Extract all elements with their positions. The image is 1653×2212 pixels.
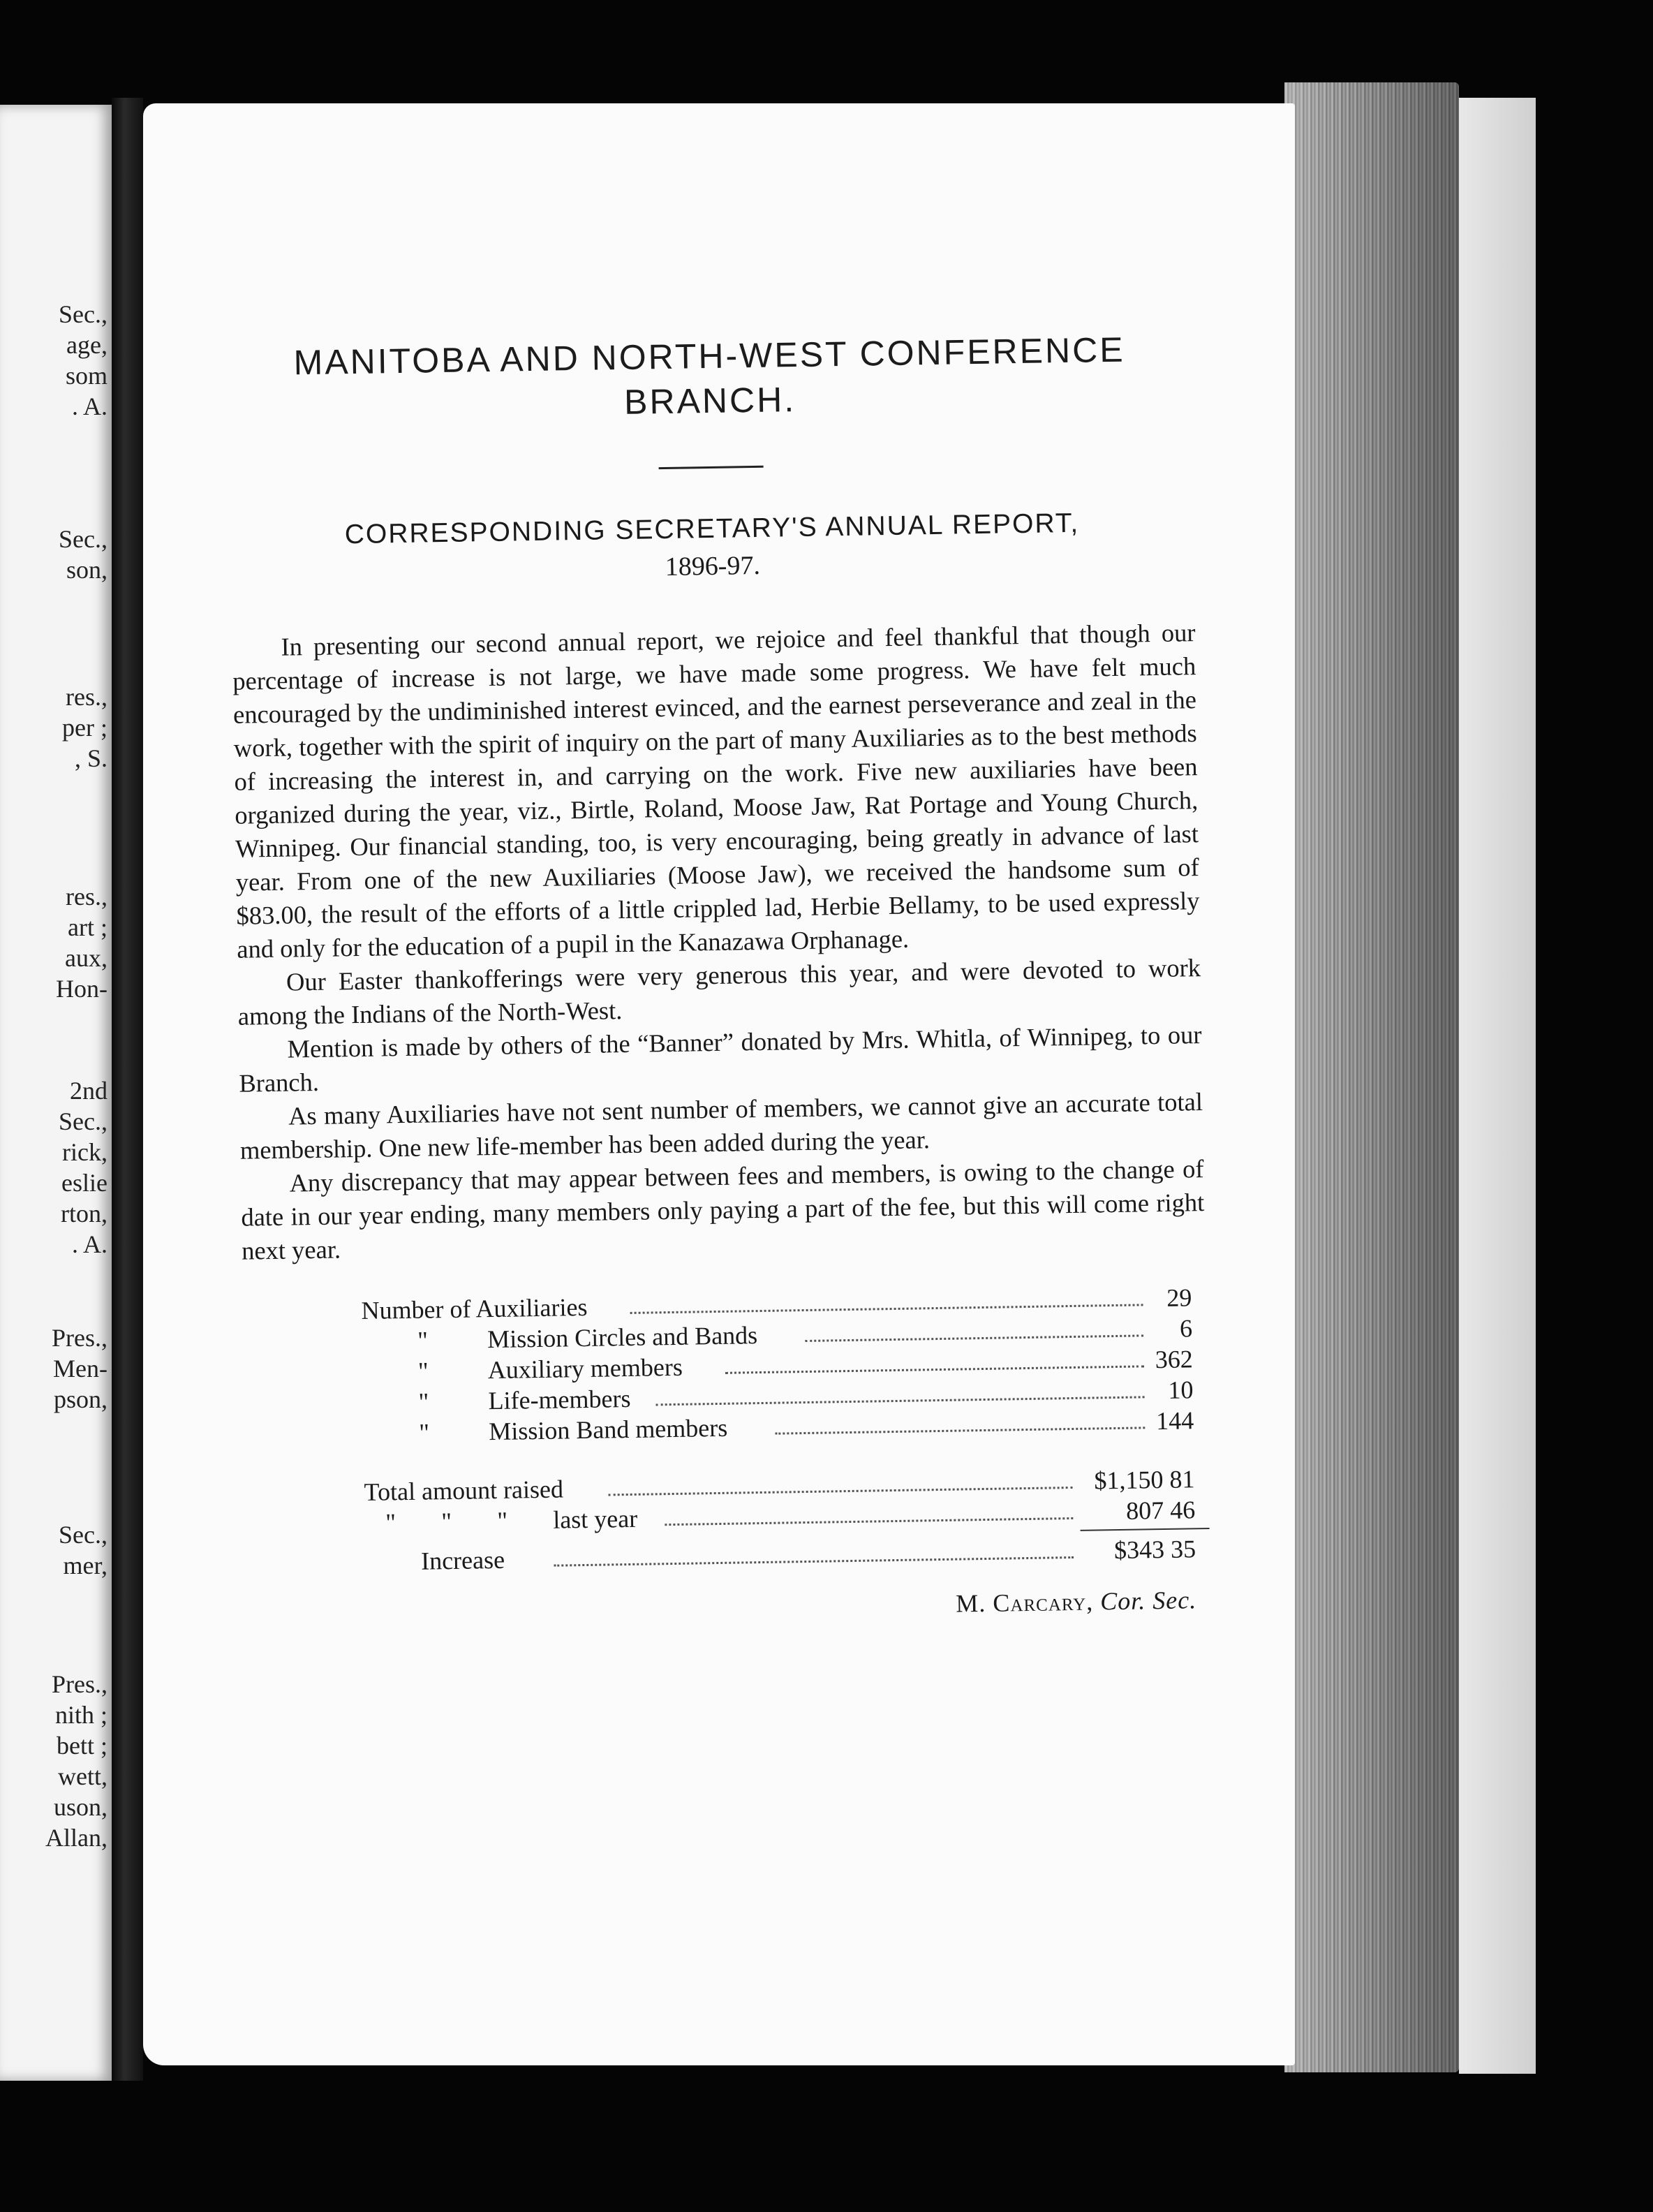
increase-value: $343 35 [1113,1535,1196,1565]
left-fragment: Sec., [59,300,108,328]
stats-label: Life-members [488,1384,631,1415]
title-line-1: MANITOBA AND NORTH-WEST CONFERENCE [293,330,1125,383]
left-fragment: eslie [61,1169,108,1197]
stats-value: 29 [1166,1283,1192,1312]
leader-dots [609,1487,1073,1496]
book-gutter [112,98,143,2081]
paragraph: Mention is made by others of the “Banner” donated by Mrs. Whitla, of Winnipeg, to our Branch. [239,1020,1202,1098]
paragraph: Any discrepancy that may appear between fees and members, is owing to the change of date in our year ending, many members only paying a part of the fee, but this will come right next year. [241,1154,1205,1265]
total-label: Total amount raised [364,1475,564,1506]
stats-label: Auxiliary members [487,1352,683,1385]
left-fragment: . A. [71,1230,108,1258]
report-years: 1896-97. [665,550,761,582]
left-fragment: , S. [74,744,108,772]
total-value: $1,150 81 [1094,1465,1195,1495]
ditto-mark: " [418,1387,429,1416]
left-fragment: pson, [53,1385,108,1413]
paragraph: In presenting our second annual report, we rejoice and feel thankful that though our percentage of increase is not large, we have made some progress. We have felt much encouraged by the undiminished interest evinced, and the earnest perseverance and zeal in the work, together with the spirit of inquiry on the part of many Auxiliaries as to the best methods of increasing the interest in, and carrying on the work. Five new auxiliaries have been organized during the year, viz., Birtle, Roland, Moose Jaw, Rat Portage and Young Church, Winnipeg. Our financial standing, too, is very encouraging, being greatly in advance of last year. From one of the new Auxiliaries (Moose Jaw), we received the handsome sum of $83.00, the result of the efforts of a little crippled lad, Herbie Bellamy, to be used expressly and only for the education of a pupil in the Kanazawa Orphanage. [232,618,1200,964]
left-fragment: rick, [62,1138,108,1166]
leader-dots [775,1426,1145,1434]
increase-label: Increase [420,1545,505,1575]
report-body [232,616,1205,1268]
leader-dots [725,1365,1144,1373]
report-subtitle: CORRESPONDING SECRETARY'S ANNUAL REPORT, [344,508,1080,550]
left-fragment: uson, [53,1793,108,1821]
ditto-mark: " [440,1507,452,1536]
left-fragment: Pres., [52,1670,108,1698]
left-fragment: . A. [71,392,108,420]
left-fragment: age, [66,331,108,359]
leader-dots [656,1396,1145,1406]
left-fragment: Sec., [59,1107,108,1135]
title-line-2: BRANCH. [623,380,796,422]
left-fragment: nith ; [54,1701,108,1729]
paragraph: Our Easter thankofferings were very generous this year, and were devoted to work among the Indians of the North-West. [237,953,1201,1031]
page-title [228,326,1192,431]
left-fragment: res., [66,683,108,711]
left-fragment: Sec., [59,1521,108,1549]
stats-value: 144 [1155,1406,1194,1436]
left-fragment: art ; [68,913,108,941]
book-cover-edge [1459,98,1536,2074]
left-fragment: Men- [53,1355,108,1382]
left-fragment: bett ; [57,1732,108,1760]
ditto-mark: " [417,1357,429,1385]
statistics-table [242,1282,1210,1579]
left-fragment: Sec., [59,525,108,553]
left-fragment: aux, [65,944,108,972]
stats-value: 362 [1155,1345,1194,1374]
page-content [227,300,1210,1629]
leader-dots [665,1517,1073,1526]
ditto-mark: " [496,1506,508,1535]
signature-name: M. Carcary, [956,1587,1094,1618]
signature-title: Cor. Sec. [1099,1586,1197,1616]
left-fragment: Pres., [52,1324,108,1352]
paragraph: As many Auxiliaries have not sent number of members, we cannot give an accurate total membership. One new life-member has been added during the year. [239,1087,1203,1165]
title-divider [659,466,764,469]
left-fragment: 2nd [70,1077,108,1105]
last-year-value: 807 46 [1125,1496,1196,1525]
left-fragment: Hon- [56,975,108,1003]
left-fragment: mer, [63,1551,108,1579]
last-year-label: last year [552,1504,638,1534]
ditto-mark: " [418,1418,430,1447]
stats-value: 6 [1179,1314,1193,1343]
ditto-mark: " [385,1508,396,1537]
left-fragment: som [65,362,108,390]
left-fragment: rton, [61,1200,108,1227]
left-fragment: wett, [58,1762,108,1790]
stats-label: Mission Circles and Bands [487,1321,758,1354]
left-fragment: Allan, [45,1824,108,1852]
leader-dots [554,1556,1074,1567]
left-fragment: per ; [62,714,108,742]
ditto-mark: " [417,1326,429,1355]
stats-label: Number of Auxiliaries [361,1292,588,1325]
page-edges [1284,82,1459,2072]
leader-dots [630,1304,1143,1314]
stats-value: 10 [1168,1376,1194,1404]
left-fragment: son, [66,556,108,584]
facing-page-fragment [0,105,112,2081]
left-fragment: res., [66,883,108,910]
stats-label: Mission Band members [488,1413,728,1446]
leader-dots [805,1334,1143,1342]
